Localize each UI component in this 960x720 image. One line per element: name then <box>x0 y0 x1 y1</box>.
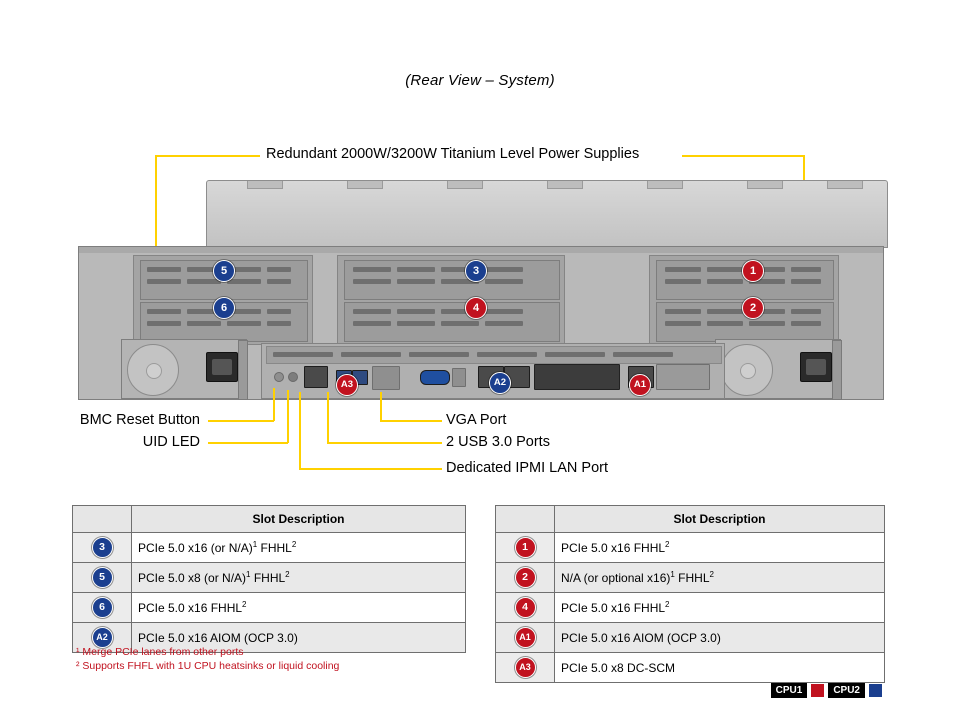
leader-bmc-v <box>273 388 275 421</box>
vga-screw <box>452 368 466 387</box>
table-row-badge <box>496 533 555 563</box>
table-row-desc: PCIe 5.0 x16 AIOM (OCP 3.0) <box>555 623 885 653</box>
uid-led <box>288 372 298 382</box>
leader-ipmi-h <box>299 468 442 470</box>
diagram-badge-3: 3 <box>465 260 487 282</box>
table-row-badge <box>496 563 555 593</box>
leader-usb-v <box>327 392 329 443</box>
callout-bmc-reset: BMC Reset Button <box>79 412 200 428</box>
vga-port <box>420 370 450 385</box>
callout-usb-ports: 2 USB 3.0 Ports <box>446 434 550 450</box>
power-supply-left <box>121 339 247 399</box>
legend-cpu2-swatch <box>869 684 882 697</box>
badge-6: 6 <box>92 597 113 618</box>
badge-a3: A3 <box>515 657 536 678</box>
cpu-legend <box>771 683 882 698</box>
legend-cpu1-swatch <box>811 684 824 697</box>
diagram-badge-4: 4 <box>465 297 487 319</box>
table-left-header-desc: Slot Description <box>132 506 466 533</box>
table-row-desc: PCIe 5.0 x8 (or N/A)$^1$ FHHL$^2$ <box>132 563 466 593</box>
io-vent-strip <box>266 346 722 364</box>
leader-uid-h <box>208 442 288 444</box>
badge-4: 4 <box>515 597 536 618</box>
callout-vga-port: VGA Port <box>446 412 507 428</box>
diagram-badge-6: 6 <box>213 297 235 319</box>
diagram-badge-2: 2 <box>742 297 764 319</box>
cover-notch <box>827 181 863 189</box>
pcie-bracket <box>344 260 560 300</box>
diagram-badge-a1: A1 <box>629 374 651 396</box>
callout-power-supplies: Redundant 2000W/3200W Titanium Level Power Supplies <box>266 146 640 162</box>
badge-a2: A2 <box>92 627 113 648</box>
cover-notch <box>447 181 483 189</box>
badge-2: 2 <box>515 567 536 588</box>
badge-1: 1 <box>515 537 536 558</box>
table-row-badge <box>73 533 132 563</box>
pcie-bracket <box>344 302 560 342</box>
badge-5: 5 <box>92 567 113 588</box>
dcscm-module <box>372 366 400 390</box>
psu-ac-inlet <box>800 352 832 382</box>
table-row-badge <box>73 563 132 593</box>
cover-notch <box>747 181 783 189</box>
table-row-badge <box>496 593 555 623</box>
psu-handle <box>238 340 248 400</box>
leader-vga-h <box>380 420 442 422</box>
legend-cpu2-label: CPU2 <box>828 683 865 698</box>
chassis-top-cover <box>206 180 888 248</box>
table-row-desc: PCIe 5.0 x8 DC-SCM <box>555 653 885 683</box>
bmc-reset-button[interactable] <box>274 372 284 382</box>
leader-bmc-h <box>208 420 274 422</box>
table-row-desc: N/A (or optional x16)$^1$ FHHL$^2$ <box>555 563 885 593</box>
cover-notch <box>347 181 383 189</box>
table-row-desc: PCIe 5.0 x16 AIOM (OCP 3.0) <box>132 623 466 653</box>
slot-table-left <box>72 505 466 653</box>
footnote-2: ² Supports FHFL with 1U CPU heatsinks or liquid cooling <box>76 660 340 672</box>
psu-fan-icon <box>127 344 179 396</box>
pcie-slot-group-middle <box>337 255 565 345</box>
page-title: (Rear View – System) <box>405 72 555 89</box>
aiom-a1-module <box>656 364 710 390</box>
leader-vga-v <box>380 392 382 421</box>
diagram-badge-1: 1 <box>742 260 764 282</box>
diagram-badge-a3: A3 <box>336 374 358 396</box>
table-row-desc: PCIe 5.0 x16 FHHL$^2$ <box>555 593 885 623</box>
leader-psu-left-h <box>155 155 260 157</box>
table-row-desc: PCIe 5.0 x16 FHHL$^2$ <box>555 533 885 563</box>
table-left-header-badge <box>73 506 132 533</box>
cover-notch <box>247 181 283 189</box>
diagram-badge-5: 5 <box>213 260 235 282</box>
table-row-badge <box>73 593 132 623</box>
ipmi-lan-port <box>304 366 328 388</box>
legend-cpu1-label: CPU1 <box>771 683 808 698</box>
leader-uid-v <box>287 390 289 443</box>
psu-fan-icon <box>721 344 773 396</box>
slot-table-right <box>495 505 885 683</box>
leader-ipmi-v <box>299 392 301 469</box>
table-row-desc: PCIe 5.0 x16 FHHL$^2$ <box>132 593 466 623</box>
callout-ipmi-lan: Dedicated IPMI LAN Port <box>446 460 608 476</box>
server-rear-illustration <box>78 180 882 400</box>
table-row-desc: PCIe 5.0 x16 (or N/A)$^1$ FHHL$^2$ <box>132 533 466 563</box>
power-supply-right <box>715 339 841 399</box>
leader-psu-right-h <box>682 155 804 157</box>
badge-3: 3 <box>92 537 113 558</box>
aiom-a2-module <box>534 364 620 390</box>
cover-notch <box>647 181 683 189</box>
table-right-header-desc: Slot Description <box>555 506 885 533</box>
table-right-header-badge <box>496 506 555 533</box>
footnote-1: ¹ Merge PCIe lanes from other ports <box>76 646 244 658</box>
table-row-badge <box>496 623 555 653</box>
psu-ac-inlet <box>206 352 238 382</box>
table-row-badge <box>496 653 555 683</box>
psu-handle <box>832 340 842 400</box>
diagram-badge-a2: A2 <box>489 372 511 394</box>
cover-notch <box>547 181 583 189</box>
badge-a1: A1 <box>515 627 536 648</box>
callout-uid-led: UID LED <box>142 434 200 450</box>
leader-usb-h <box>327 442 442 444</box>
